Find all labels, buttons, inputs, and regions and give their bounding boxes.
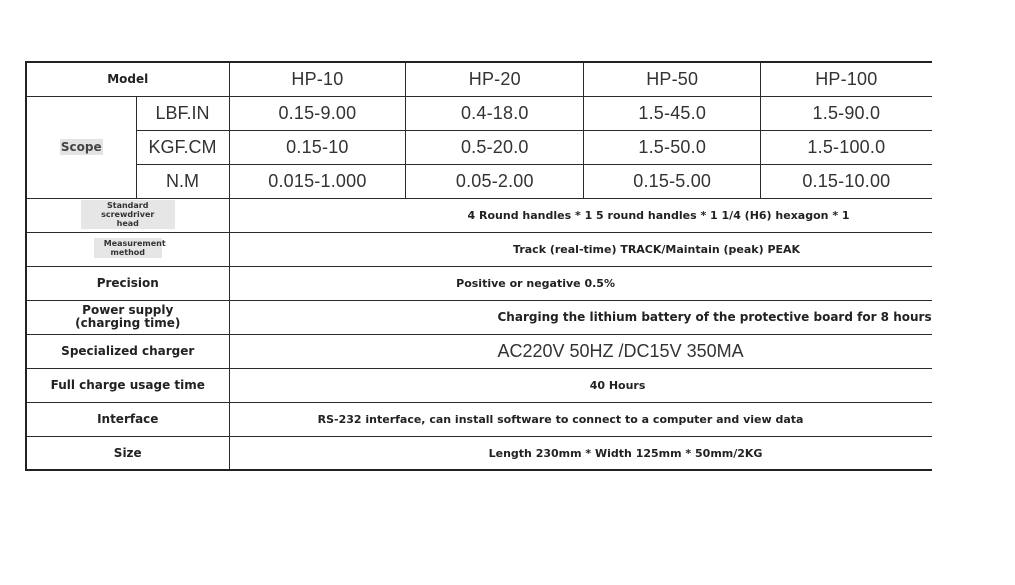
power-supply-value: Charging the lithium battery of the protective board for 8 hours — [497, 310, 932, 324]
scope-value: 0.15-9.00 — [278, 102, 357, 123]
model-label: Model — [107, 72, 149, 87]
screwdriver-head-label-cell — [26, 198, 229, 232]
value-cell — [761, 164, 932, 198]
scope-label: Scope — [60, 140, 102, 154]
scope-value: 0.15-10.00 — [802, 170, 891, 191]
model-label-cell — [26, 62, 229, 96]
model-hp100: HP-100 — [815, 68, 878, 89]
measurement-method-value-cell — [229, 232, 932, 266]
interface-label: Interface — [97, 412, 159, 426]
charger-value: AC220V 50HZ /DC15V 350MA — [497, 340, 744, 361]
screwdriver-head-value: 4 Round handles * 1 5 round handles * 1 1/4 (H6) hexagon * 1 — [467, 209, 850, 222]
power-supply-label: Power supply (charging time) — [75, 303, 181, 330]
model-hp10: HP-10 — [291, 68, 344, 89]
value-cell — [761, 96, 932, 130]
interface-row — [26, 402, 932, 436]
spec-table — [25, 61, 932, 471]
measurement-method-row — [26, 232, 932, 266]
scope-value: 0.015-1.000 — [268, 170, 367, 191]
scope-value: 0.4-18.0 — [460, 102, 529, 123]
usage-time-value-cell — [229, 368, 932, 402]
value-cell — [229, 130, 406, 164]
scope-value: 1.5-45.0 — [638, 102, 707, 123]
measurement-method-label: Measurement method — [94, 238, 162, 258]
precision-value: Positive or negative 0.5% — [456, 277, 615, 290]
scope-value: 1.5-100.0 — [807, 136, 886, 157]
measurement-method-label-cell — [26, 232, 229, 266]
charger-label-cell — [26, 334, 229, 368]
size-value: Length 230mm * Width 125mm * 50mm/2KG — [488, 446, 763, 460]
model-hp50: HP-50 — [646, 68, 699, 89]
scope-value: 1.5-90.0 — [812, 102, 881, 123]
value-cell — [584, 164, 761, 198]
measurement-method-value: Track (real-time) TRACK/Maintain (peak) PEAK — [513, 243, 801, 256]
interface-value: RS-232 interface, can install software to connect to a computer and view data — [317, 413, 804, 426]
scope-value: 0.5-20.0 — [460, 136, 529, 157]
model-row — [26, 62, 932, 96]
power-supply-value-cell — [229, 300, 932, 334]
value-cell — [406, 130, 584, 164]
unit-cell — [136, 164, 229, 198]
interface-value-cell — [229, 402, 932, 436]
model-cell-hp20 — [406, 62, 584, 96]
precision-value-cell — [229, 266, 932, 300]
precision-label: Precision — [96, 276, 159, 290]
scope-label-cell — [26, 96, 136, 198]
value-cell — [229, 96, 406, 130]
precision-row — [26, 266, 932, 300]
charger-label: Specialized charger — [61, 344, 195, 358]
value-cell — [584, 130, 761, 164]
size-row — [26, 436, 932, 470]
size-value-cell — [229, 436, 932, 470]
value-cell — [761, 130, 932, 164]
scope-value: 0.15-5.00 — [633, 170, 712, 191]
interface-label-cell — [26, 402, 229, 436]
screwdriver-head-value-cell — [229, 198, 932, 232]
charger-row — [26, 334, 932, 368]
power-supply-row — [26, 300, 932, 334]
scope-value: 0.05-2.00 — [455, 170, 534, 191]
precision-label-cell — [26, 266, 229, 300]
unit-label: LBF.IN — [155, 102, 210, 123]
usage-time-row — [26, 368, 932, 402]
model-hp20: HP-20 — [468, 68, 521, 89]
scope-row-nm — [26, 164, 932, 198]
value-cell — [584, 96, 761, 130]
model-cell-hp100 — [761, 62, 932, 96]
scope-value: 1.5-50.0 — [638, 136, 707, 157]
value-cell — [406, 96, 584, 130]
unit-label: N.M — [166, 170, 199, 191]
scope-value: 0.15-10 — [286, 136, 349, 157]
screwdriver-head-row — [26, 198, 932, 232]
value-cell — [406, 164, 584, 198]
power-supply-label-cell — [26, 300, 229, 334]
model-cell-hp10 — [229, 62, 406, 96]
usage-time-label-cell — [26, 368, 229, 402]
unit-label: KGF.CM — [148, 136, 217, 157]
charger-value-cell — [229, 334, 932, 368]
model-cell-hp50 — [584, 62, 761, 96]
unit-cell — [136, 96, 229, 130]
usage-time-label: Full charge usage time — [50, 378, 205, 392]
scope-row-kgfcm — [26, 130, 932, 164]
value-cell — [229, 164, 406, 198]
unit-cell — [136, 130, 229, 164]
screwdriver-head-label: Standard screwdriver head — [81, 200, 175, 229]
usage-time-value: 40 Hours — [589, 379, 646, 392]
scope-row-lbfin — [26, 96, 932, 130]
size-label-cell — [26, 436, 229, 470]
size-label: Size — [113, 445, 142, 460]
